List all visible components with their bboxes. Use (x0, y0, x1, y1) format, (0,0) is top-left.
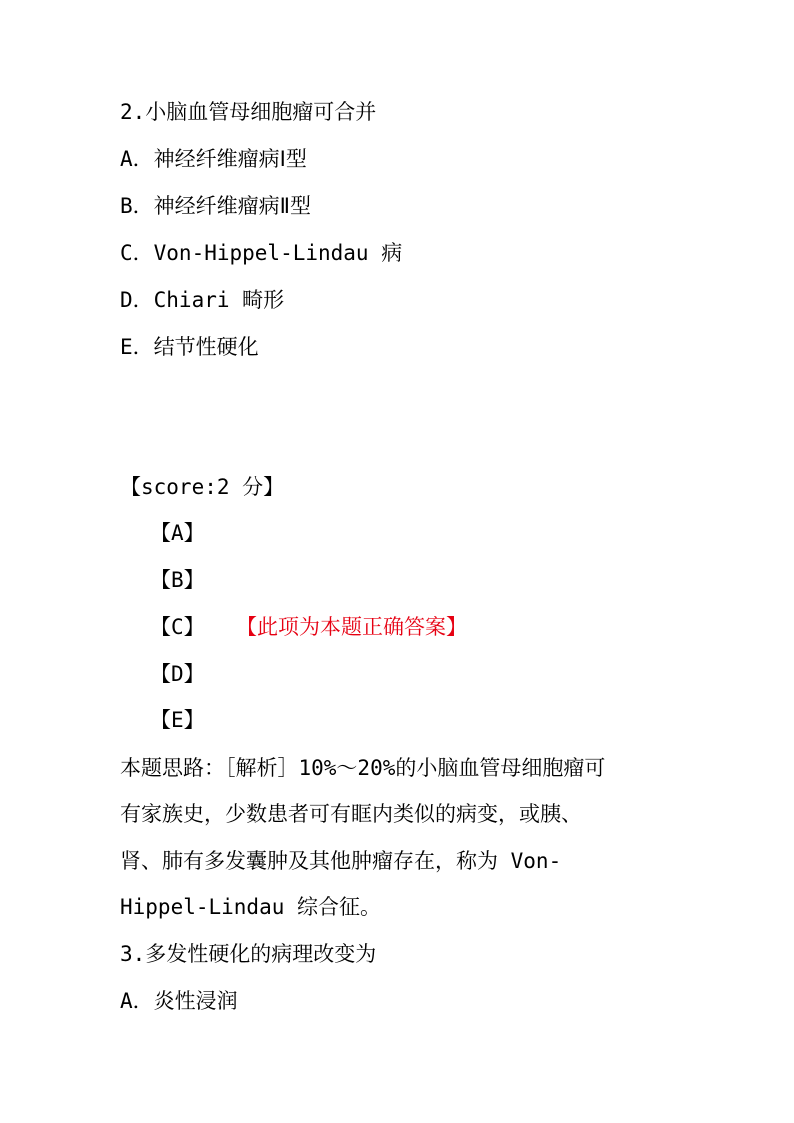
explanation-line-3: 肾、肺有多发囊肿及其他肿瘤存在，称为 Von- (120, 849, 562, 873)
question-2-option-b: B．神经纤维瘤病Ⅱ型 (120, 194, 311, 218)
question-2-option-a: A．神经纤维瘤病Ⅰ型 (120, 147, 307, 171)
answer-c: 【C】 (150, 615, 205, 639)
answer-e: 【E】 (150, 708, 205, 732)
explanation-line-4: Hippel-Lindau 综合征。 (120, 895, 382, 919)
question-2-stem: 2.小脑血管母细胞瘤可合并 (120, 100, 377, 124)
question-2-option-e: E．结节性硬化 (120, 335, 259, 359)
question-3-stem: 3.多发性硬化的病理改变为 (120, 942, 377, 966)
question-3-option-a: A．炎性浸润 (120, 989, 238, 1013)
score-label: 【score:2 分】 (120, 475, 285, 499)
answer-a: 【A】 (150, 521, 205, 545)
question-2-option-c: C．Von-Hippel-Lindau 病 (120, 241, 403, 265)
question-2-option-d: D．Chiari 畸形 (120, 288, 285, 312)
correct-answer-note: 【此项为本题正确答案】 (236, 615, 467, 639)
explanation-line-1: 本题思路：［解析］10%～20%的小脑血管母细胞瘤可 (120, 756, 606, 780)
answer-b: 【B】 (150, 568, 205, 592)
answer-d: 【D】 (150, 662, 205, 686)
explanation-line-2: 有家族史，少数患者可有眶内类似的病变，或胰、 (120, 802, 582, 826)
